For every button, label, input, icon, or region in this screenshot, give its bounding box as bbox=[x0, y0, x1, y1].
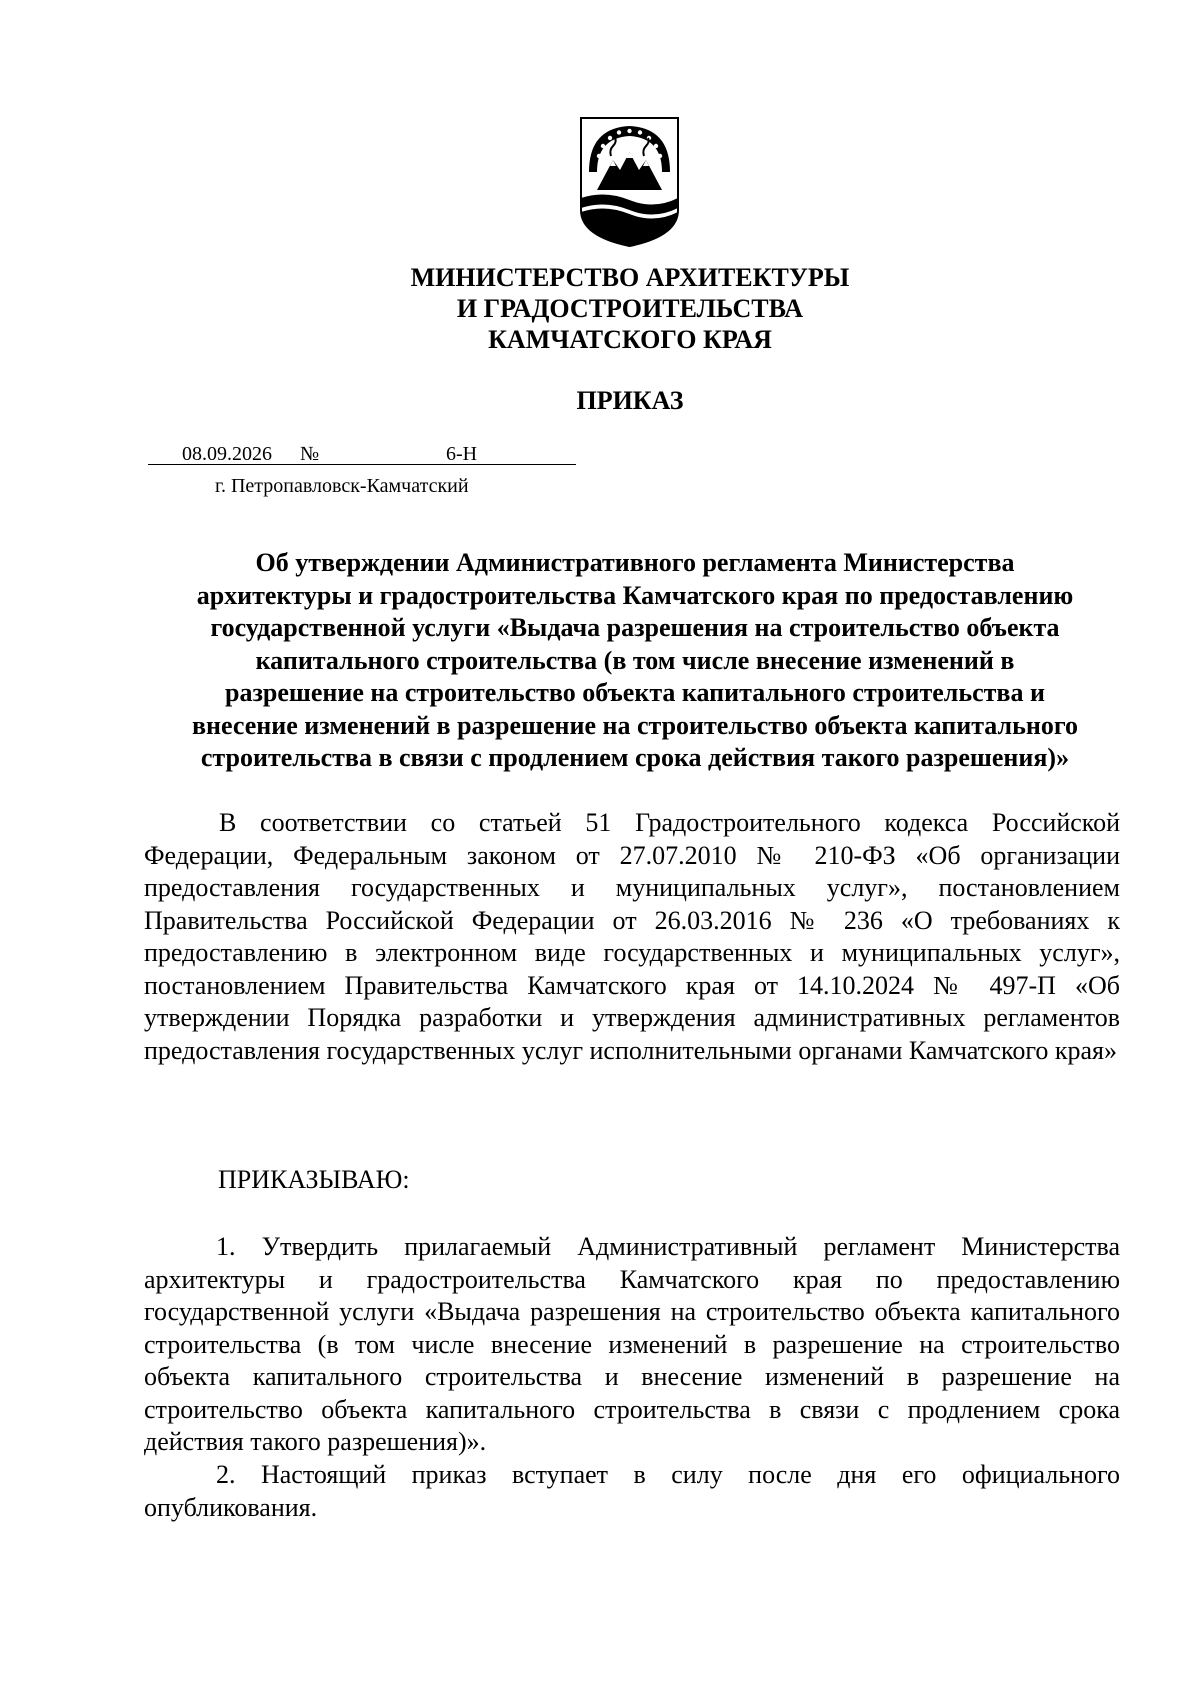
order-item-1: 1. Утвердить прилагаемый Административный регламент Министерства архитектуры и градостроительства Камчатского края по предоставлению государственной услуги «Выдача разрешения на строительство объекта капитального строительства (в том числе внесение изменений в разрешение на строительство объекта капитального строительства и внесение изменений в разрешение на строительство объекта капитального строительства в связи с продлением срока действия такого разрешения)». bbox=[144, 1232, 1120, 1456]
order-number: 6-Н bbox=[446, 443, 478, 465]
number-sign: № bbox=[300, 443, 320, 465]
subject-line-6: внесение изменений в разрешение на строительство объекта капитального bbox=[192, 710, 1078, 740]
document-type: ПРИКАЗ bbox=[576, 386, 684, 415]
subject-line-1: Об утверждении Административного регламента Министерства bbox=[255, 548, 1015, 577]
subject-line-2: архитектуры и градостроительства Камчатского края по предоставлению bbox=[196, 580, 1074, 610]
subject-line-3: государственной услуги «Выдача разрешения на строительство объекта bbox=[210, 613, 1060, 642]
preamble-paragraph: В соответствии со статьей 51 Градостроительного кодекса Российской Федерации, Федеральным законом от 27.07.2010 № 210-ФЗ «Об организации предоставления государственных и муниципальных услуг», постановлением Правительства Российской Федерации от 26.03.2016 № 236 «О требованиях к предоставлению в электронном виде государственных и муниципальных услуг», постановлением Правительства Камчатского края от 14.10.2024 № 497-П «Об утверждении Порядка разработки и утверждения административных регламентов предоставления государственных услуг исполнительными органами Камчатского края» bbox=[144, 808, 1120, 1065]
org-title-line-3: КАМЧАТСКОГО КРАЯ bbox=[488, 325, 772, 354]
order-subject bbox=[140, 547, 1130, 775]
subject-line-5: разрешение на строительство объекта капитального строительства и bbox=[225, 678, 1045, 707]
org-title-line-1: МИНИСТЕРСТВО АРХИТЕКТУРЫ bbox=[410, 263, 850, 292]
order-item-2: 2. Настоящий приказ вступает в силу после дня его официального опубликования. bbox=[144, 1460, 1120, 1522]
subject-line-4: капитального строительства (в том числе внесение изменений в bbox=[255, 645, 1015, 675]
order-date: 08.09.2026 bbox=[182, 443, 272, 465]
org-title-line-2: И ГРАДОСТРОИТЕЛЬСТВА bbox=[456, 294, 804, 323]
organization-title bbox=[0, 262, 1200, 355]
city-line: г. Петропавловск-Камчатский bbox=[215, 475, 469, 497]
subject-line-7: строительства в связи с продлением срока действия такого разрешения)» bbox=[200, 743, 1070, 772]
order-word: ПРИКАЗЫВАЮ: bbox=[218, 1165, 410, 1194]
kamchatka-coat-of-arms-icon bbox=[575, 112, 684, 250]
